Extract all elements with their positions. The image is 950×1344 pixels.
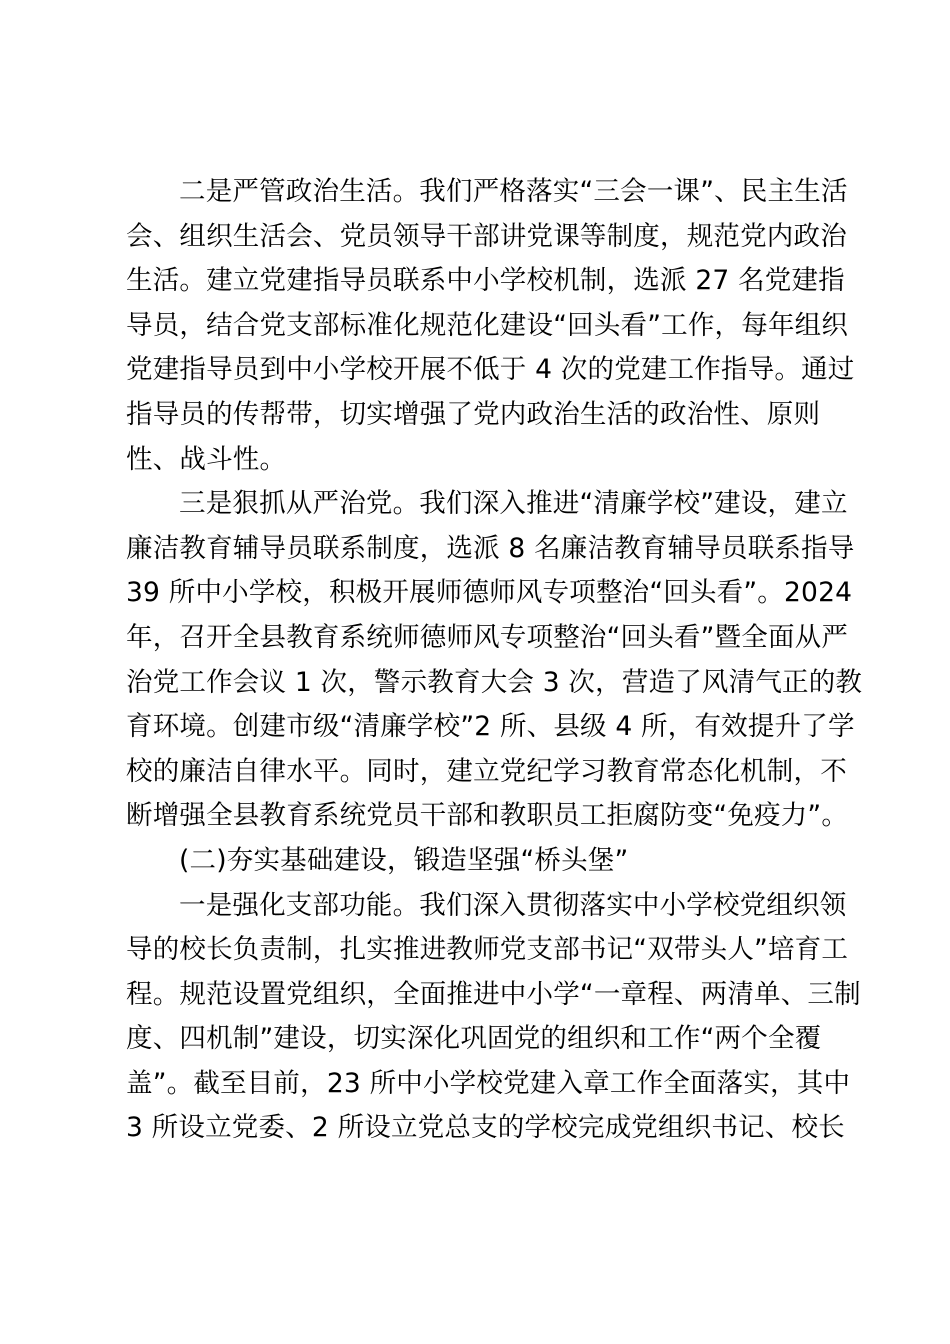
text-line: 生活。建立党建指导员联系中小学校机制，选派 27 名党建指 <box>126 265 845 297</box>
section-heading: (二)夯实基础建设，锻造坚强“桥头堡” <box>179 844 629 876</box>
text-line: 断增强全县教育系统党员干部和教职员工拒腐防变“免疫力”。 <box>126 800 849 832</box>
text-line: 盖”。截至目前，23 所中小学校党建入章工作全面落实，其中 <box>126 1067 851 1099</box>
text-line: 3 所设立党委、2 所设立党总支的学校完成党组织书记、校长 <box>126 1112 845 1144</box>
text-line: 廉洁教育辅导员联系制度，选派 8 名廉洁教育辅导员联系指导 <box>126 532 855 564</box>
text-line: 度、四机制”建设，切实深化巩固党的组织和工作“两个全覆 <box>126 1023 822 1055</box>
text-line: 一是强化支部功能。我们深入贯彻落实中小学校党组织领 <box>179 889 847 921</box>
text-line: 党建指导员到中小学校开展不低于 4 次的党建工作指导。通过 <box>126 354 855 386</box>
text-line: 育环境。创建市级“清廉学校”2 所、县级 4 所，有效提升了学 <box>126 711 855 743</box>
text-line: 会、组织生活会、党员领导干部讲党课等制度，规范党内政治 <box>126 220 847 252</box>
text-line: 三是狠抓从严治党。我们深入推进“清廉学校”建设，建立 <box>179 488 848 520</box>
text-line: 导员，结合党支部标准化规范化建设“回头看”工作，每年组织 <box>126 309 849 341</box>
text-line: 性、战斗性。 <box>126 443 287 475</box>
text-line: 指导员的传帮带，切实增强了党内政治生活的政治性、原则 <box>126 398 821 430</box>
text-line: 39 所中小学校，积极开展师德师风专项整治“回头看”。2024 <box>126 577 853 609</box>
text-line: 导的校长负责制，扎实推进教师党支部书记“双带头人”培育工 <box>126 934 849 966</box>
text-line: 治党工作会议 1 次，警示教育大会 3 次，营造了风清气正的教 <box>126 666 863 698</box>
document-body <box>126 170 863 1151</box>
text-line: 年，召开全县教育系统师德师风专项整治“回头看”暨全面从严 <box>126 621 849 653</box>
text-line: 校的廉洁自律水平。同时，建立党纪学习教育常态化机制，不 <box>126 755 847 787</box>
text-line: 二是严管政治生活。我们严格落实“三会一课”、民主生活 <box>179 176 848 207</box>
text-line: 程。规范设置党组织，全面推进中小学“一章程、两清单、三制 <box>126 978 861 1010</box>
